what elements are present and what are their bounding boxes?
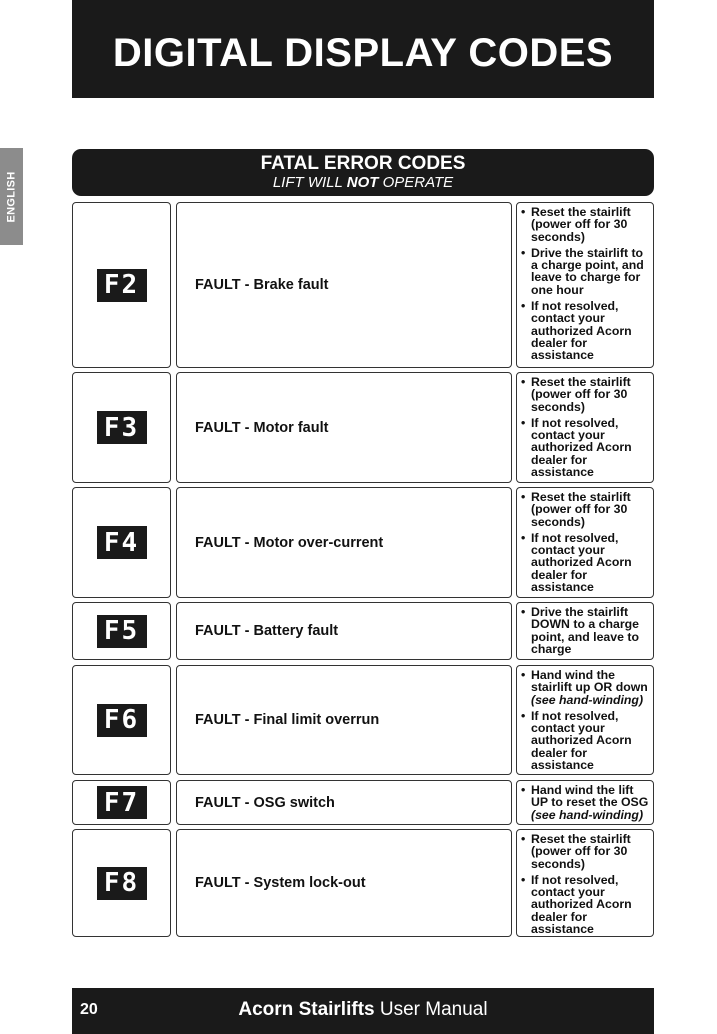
- subtitle-pre: LIFT WILL: [272, 174, 343, 191]
- action-text: Hand wind the lift UP to reset the OSG: [531, 783, 649, 810]
- actions-cell: [516, 372, 654, 483]
- page-title: DIGITAL DISPLAY CODES: [112, 30, 614, 75]
- segment-display: F5: [97, 615, 147, 648]
- actions-list: [521, 784, 649, 821]
- code-cell: [72, 372, 171, 483]
- fault-description: FAULT - OSG switch: [195, 794, 335, 811]
- actions-list: [521, 376, 649, 478]
- action-item: • Drive the stairlift to a charge point, and leave to charge for one hour: [521, 247, 649, 296]
- action-item: [521, 669, 649, 706]
- description-cell: [176, 202, 512, 368]
- section-subtitle: [72, 174, 654, 191]
- page-footer: [72, 988, 654, 1034]
- action-item: • Drive the stairlift DOWN to a charge point, and leave to charge: [521, 606, 649, 655]
- description-cell: [176, 780, 512, 825]
- actions-cell: [516, 202, 654, 368]
- segment-display: F2: [97, 269, 147, 302]
- description-cell: [176, 665, 512, 775]
- language-tab-label: ENGLISH: [5, 171, 18, 222]
- description-cell: [176, 487, 512, 598]
- footer-brand: Acorn Stairlifts: [238, 999, 375, 1020]
- code-cell: [72, 665, 171, 775]
- action-item: • Reset the stairlift (power off for 30 seconds): [521, 833, 649, 870]
- actions-cell: [516, 665, 654, 775]
- hand-winding-reference: (see hand-winding): [531, 807, 644, 822]
- segment-display: F8: [97, 867, 147, 900]
- section-title: FATAL ERROR CODES: [260, 153, 466, 174]
- footer-manual: User Manual: [379, 999, 488, 1020]
- code-cell: [72, 829, 171, 937]
- actions-list: [521, 669, 649, 771]
- code-cell: [72, 202, 171, 368]
- actions-list: [521, 606, 649, 655]
- action-item: • If not resolved, contact your authorized Acorn dealer for assistance: [521, 300, 649, 361]
- error-row-f6: [72, 665, 654, 775]
- actions-cell: [516, 487, 654, 598]
- fault-description: FAULT - Final limit overrun: [195, 712, 380, 728]
- segment-display: F6: [97, 704, 147, 737]
- actions-list: [521, 491, 649, 593]
- fault-description: FAULT - System lock-out: [195, 875, 366, 891]
- section-banner: [72, 149, 654, 196]
- action-item: • If not resolved, contact your authorized Acorn dealer for assistance: [521, 710, 649, 771]
- description-cell: [176, 829, 512, 937]
- fault-description: FAULT - Motor fault: [195, 419, 329, 436]
- code-cell: [72, 602, 171, 660]
- fault-description: FAULT - Brake fault: [195, 277, 329, 293]
- segment-display: F7: [97, 786, 147, 819]
- error-row-f5: [72, 602, 654, 660]
- subtitle-post: OPERATE: [382, 174, 454, 191]
- action-item: [521, 784, 649, 821]
- action-item: • Reset the stairlift (power off for 30 seconds): [521, 376, 649, 413]
- error-row-f3: [72, 372, 654, 483]
- error-row-f7: [72, 780, 654, 825]
- code-cell: [72, 487, 171, 598]
- footer-title: [72, 999, 654, 1021]
- action-item: • If not resolved, contact your authorized Acorn dealer for assistance: [521, 417, 649, 478]
- action-item: • Reset the stairlift (power off for 30 seconds): [521, 491, 649, 528]
- error-row-f8: [72, 829, 654, 937]
- actions-cell: [516, 780, 654, 825]
- actions-list: [521, 206, 649, 362]
- hand-winding-reference: (see hand-winding): [531, 692, 644, 707]
- action-item: • If not resolved, contact your authorized Acorn dealer for assistance: [521, 874, 649, 935]
- actions-cell: [516, 602, 654, 660]
- code-cell: [72, 780, 171, 825]
- actions-list: [521, 833, 649, 935]
- subtitle-emphasis: NOT: [346, 174, 379, 191]
- actions-cell: [516, 829, 654, 937]
- segment-display: F4: [97, 526, 147, 559]
- fault-description: FAULT - Battery fault: [195, 623, 339, 639]
- description-cell: [176, 372, 512, 483]
- action-item: • If not resolved, contact your authorized Acorn dealer for assistance: [521, 532, 649, 593]
- action-text: Hand wind the stairlift up OR down: [531, 668, 648, 695]
- description-cell: [176, 602, 512, 660]
- page-number: 20: [80, 1001, 98, 1018]
- action-item: • Reset the stairlift (power off for 30 seconds): [521, 206, 649, 243]
- fault-description: FAULT - Motor over-current: [195, 534, 384, 551]
- error-row-f2: [72, 202, 654, 368]
- page-header: [72, 0, 654, 98]
- error-row-f4: [72, 487, 654, 598]
- segment-display: F3: [97, 411, 147, 444]
- language-tab: [0, 148, 23, 245]
